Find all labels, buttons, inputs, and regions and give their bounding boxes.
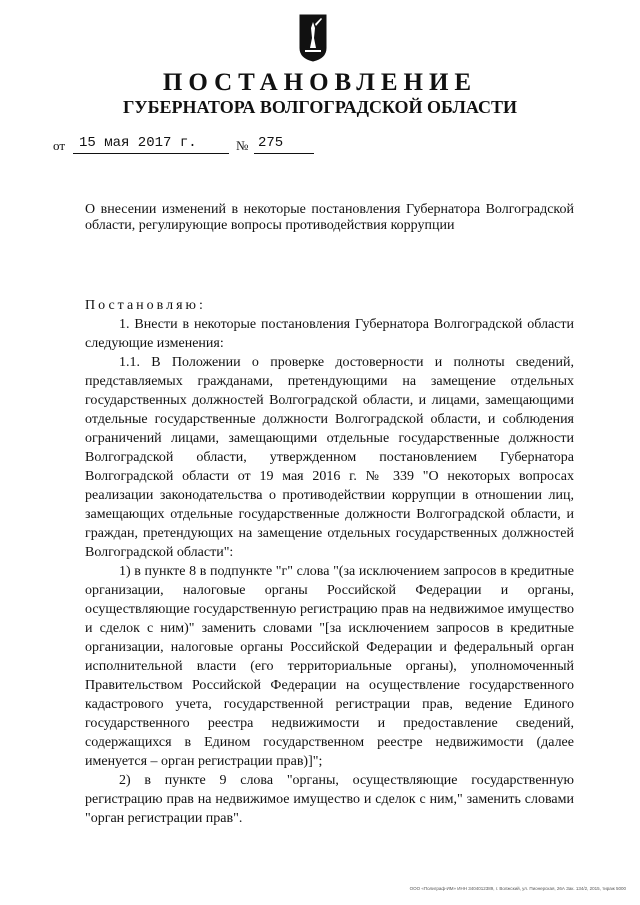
decree-word: Постановляю:	[85, 298, 206, 313]
number-label: №	[236, 138, 249, 153]
date-value: 15 мая 2017 г.	[79, 135, 197, 151]
volgograd-emblem-icon	[299, 14, 327, 62]
paragraph-1-1: 1.1. В Положении о проверке достоверности и полноты сведений, представляемых гражданами, претендующими на замещение отдельных государственных должностей Волгоградской области, и лицами, замещающими отдельные государственные должности Волгоградской области, и соблюдения ограничений лицами, замещающими отдельные государственные должности Волгоградской области, утвержденном постановлением Губернатора Волгоградской области от 19 мая 2016 г. № 339 "О некоторых вопросах реализации законодательства о противодействии коррупции в отношении лиц, замещающих отдельные государственные должности Волгоградской области, и граждан, претендующих на замещение отдельных государственных должностей Волгоградской области":	[85, 355, 574, 560]
document-body	[85, 296, 574, 828]
date-label: от	[53, 138, 66, 153]
number-value: 275	[258, 135, 284, 151]
paragraph-1: 1. Внести в некоторые постановления Губернатора Волгоградской области следующие изменения:	[85, 317, 574, 351]
issuer-subtitle: ГУБЕРНАТОРА ВОЛГОГРАДСКОЙ ОБЛАСТИ	[122, 97, 518, 117]
document-subject: О внесении изменений в некоторые постановления Губернатора Волгоградской области, регулирующие вопросы противодействия коррупции	[85, 202, 574, 233]
paragraph-item-2: 2) в пункте 9 слова "органы, осуществляющие государственную регистрацию прав на недвижимое имущество и сделок с ним," заменить словами "орган регистрации прав".	[85, 773, 574, 826]
printer-footer: ООО «Полиграф-ИМ» ИНН 3404012389, г. Волжский, ул. Пионерская, 26А Зак. 134/2, 2015, тираж 5000	[409, 886, 626, 891]
date-field	[73, 136, 229, 154]
number-field	[254, 136, 314, 154]
paragraph-item-1: 1) в пункте 8 в подпункте "г" слова "(за исключением запросов в кредитные организации, налоговые органы Российской Федерации и органы, осуществляющие государственную регистрацию прав на недвижимое имущество и сделок с ним)" заменить словами "[за исключением запросов в кредитные организации, налоговые органы Российской Федерации и федеральный орган исполнительной власти (его территориальные органы), уполномоченный Правительством Российской Федерации на осуществление государственного кадастрового учета, государственной регистрации прав, ведение Единого государственного реестра недвижимости и предоставление сведений, содержащихся в Едином государственном реестре недвижимости (далее именуется – орган регистрации прав)]";	[85, 564, 574, 769]
document-title: ПОСТАНОВЛЕНИЕ	[162, 69, 478, 96]
document-meta	[0, 136, 640, 156]
